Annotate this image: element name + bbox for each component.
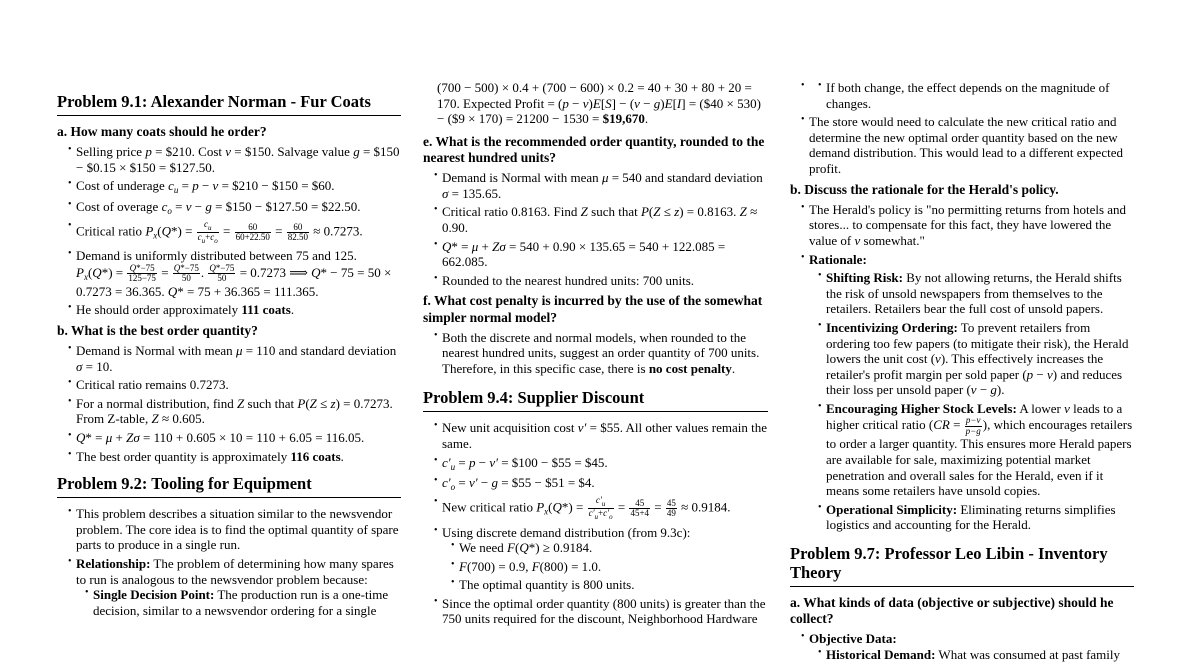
- p94-need: • We need F(Q*) ≥ 0.9184.: [451, 540, 768, 556]
- p93-e-heading: e. What is the recommended order quantity, rounded to the nearest hundred units?: [423, 133, 765, 165]
- p93-e-q: • Q* = μ + Zσ = 540 + 0.90 × 135.65 = 540 + 122.085 = 662.085.: [434, 239, 768, 270]
- p92-relationship: • Relationship: The problem of determining how many spares to run is analogous to the newsvendor problem because: • Single Decision Point: The production run is a one-time decision, similar to a newsvendor ordering for a single: [68, 556, 401, 618]
- p94-since: • Since the optimal order quantity (800 units) is greater than the 750 units required for the discount, Neighborhood Hardware: [434, 596, 768, 627]
- column-right: [790, 0, 1134, 662]
- p91-a-answer: • He should order approximately 111 coats.: [68, 302, 401, 318]
- p93-e-critical: • Critical ratio 0.8163. Find Z such that P(Z ≤ z) = 0.8163. Z ≈ 0.90.: [434, 204, 768, 235]
- both-change: • • If both change, the effect depends on the magnitude of changes.: [818, 80, 1134, 111]
- p93-f-heading: f. What cost penalty is incurred by the use of the somewhat simpler normal model?: [423, 293, 763, 325]
- column-middle: [423, 0, 768, 626]
- p93-f-list: [423, 330, 768, 377]
- rationale: • Rationale: • Shifting Risk: By not allowing returns, the Herald shifts the risk of unsold newspapers from themselves to the retailers. Retailers bear the full cost of unsold papers. • Incentivizing Ordering: To prevent retailers from ordering too few papers (to mitigate their risk), the Herald lowers the unit cost (v). This effectively increases the retailer's profit margin per sold paper (p − v) and reduces their loss per unsold paper (v − g). • Encouraging Higher Stock Levels: A lower v leads to a higher critical ratio (CR = $\frac{p-v}{p-g}$ ), which encourages retailers to order a larger quantity. This ensures more Herald papers are available for sale, maximizing potential market penetration and overall sales for the Herald, even if it means some retailers have unsold copies. • Operational Simplicity: Eliminating returns simplifies logistics and accounting for the Herald.: [801, 252, 1134, 533]
- p91-b-q: • Q* = μ + Zσ = 110 + 0.605 × 10 = 110 + 6.05 = 116.05.: [68, 430, 401, 446]
- historical-demand: • Historical Demand: What was consumed at past family: [818, 647, 1134, 662]
- p97-a-list: [790, 631, 1134, 662]
- p93-e-list: [423, 170, 768, 288]
- p97-a-heading: a. What kinds of data (objective or subjective) should he collect?: [790, 594, 1114, 627]
- p92-single-decision: • Single Decision Point: The production run is a one-time decision, similar to a newsvendor ordering for a single: [85, 587, 401, 618]
- problem-9-2-title: Problem 9.2: Tooling for Equipment: [57, 475, 401, 498]
- store-list: [790, 114, 1134, 176]
- p91-a-uniform: • Demand is uniformly distributed between 75 and 125. $P_x(Q*)$ = $\frac{Q*-75}{125-75}$ = $\frac{Q*-75}{50}$ . $\frac{Q*-75}{50}$ = 0.7273 ⟹ Q* − 75 = 50 × 0.7273 = 36.365. Q* = 75 + 36.365 = 111.365.: [68, 248, 401, 299]
- p96-b-heading: b. Discuss the rationale for the Herald's policy.: [790, 181, 1059, 197]
- p94-list: [423, 420, 768, 627]
- p91-a-underage: • Cost of underage $c_u = p - v$ = $210 − $150 = $60.: [68, 178, 401, 196]
- p91-b-heading: b. What is the best order quantity?: [57, 322, 258, 338]
- p92-describes: • This problem describes a situation similar to the newsvendor problem. The core idea is to find the optimal quantity of spare parts to produce in a single run.: [68, 506, 401, 553]
- p91-a-critical: • Critical ratio $P_x(Q*)$ = $\frac{c_u}{c_u+c_o}$ = $\frac{60}{60+22.50}$ = $\frac{60}{82.50}$ ≈ 0.7273.: [68, 220, 401, 245]
- p93-continued-text: (700 − 500) × 0.4 + (700 − 600) × 0.2 = 40 + 30 + 80 + 20 = 170. Expected Profit = (p − v)E[S] − (v − g)E[I] = ($40 × 530) − ($9 × 170) = 21200 − 1530 = $19,670.: [437, 80, 761, 127]
- p91-b-critical: • Critical ratio remains 0.7273.: [68, 377, 401, 393]
- operational-simplicity: • Operational Simplicity: Eliminating returns simplifies logistics and accounting for the Herald.: [818, 502, 1134, 533]
- p91-a-overage: • Cost of overage $c_o = v - g$ = $150 − $127.50 = $22.50.: [68, 199, 401, 217]
- column-left: [57, 0, 401, 626]
- p94-optimal: • The optimal quantity is 800 units.: [451, 577, 768, 593]
- p94-cu: • $c'_u = p - v'$ = $100 − $55 = $45.: [434, 455, 768, 473]
- p93-f-text: • Both the discrete and normal models, when rounded to the nearest hundred units, suggest an order quantity of 700 units. Therefore, in this specific case, there is no cost penalty.: [434, 330, 768, 377]
- problem-9-1-title: Problem 9.1: Alexander Norman - Fur Coats: [57, 93, 401, 116]
- p91-b-list: [57, 343, 401, 464]
- p94-discrete: • Using discrete demand distribution (from 9.3c): • We need F(Q*) ≥ 0.9184. • F(700) = 0.9, F(800) = 1.0. • The optimal quantity is 800 units.: [434, 525, 768, 593]
- p93-e-normal: • Demand is Normal with mean μ = 540 and standard deviation σ = 135.65.: [434, 170, 768, 201]
- incentivizing-ordering: • Incentivizing Ordering: To prevent retailers from ordering too few papers (to mitigate their risk), the Herald lowers the unit cost (v). This effectively increases the retailer's profit margin per sold paper (p − v) and reduces their loss per unsold paper (v − g).: [818, 320, 1134, 398]
- p93-e-rounded: • Rounded to the nearest hundred units: 700 units.: [434, 273, 768, 289]
- p94-new-cost: • New unit acquisition cost v′ = $55. All other values remain the same.: [434, 420, 768, 451]
- p91-a-selling: • Selling price p = $210. Cost v = $150. Salvage value g = $150 − $0.15 × $150 = $127.50.: [68, 144, 401, 175]
- p92-list: [57, 506, 401, 618]
- p91-b-answer: • The best order quantity is approximately 116 coats.: [68, 449, 401, 465]
- p91-a-list: [57, 144, 401, 318]
- p94-critical: • New critical ratio $P_x(Q*)$ = $\frac{c'_u}{c'_u+c'_o}$ = $\frac{45}{45+4}$ = $\frac{45}{49}$ ≈ 0.9184.: [434, 496, 768, 521]
- p91-b-normal: • Demand is Normal with mean μ = 110 and standard deviation σ = 10.: [68, 343, 401, 374]
- problem-9-4-title: Problem 9.4: Supplier Discount: [423, 389, 768, 412]
- shifting-risk: • Shifting Risk: By not allowing returns, the Herald shifts the risk of unsold newspapers from themselves to the retailers. Retailers bear the full cost of unsold papers.: [818, 270, 1134, 317]
- objective-data: • Objective Data: • Historical Demand: What was consumed at past family: [801, 631, 1134, 662]
- problem-9-7-title: Problem 9.7: Professor Leo Libin - Inventory Theory: [790, 545, 1134, 587]
- p94-f700: • F(700) = 0.9, F(800) = 1.0.: [451, 559, 768, 575]
- encouraging-stock: • Encouraging Higher Stock Levels: A lower v leads to a higher critical ratio (CR = $\frac{p-v}{p-g}$ ), which encourages retailers to order a larger quantity. This ensures more Herald papers are available for sale, maximizing potential market penetration and overall sales for the Herald, even if it means some retailers have unsold copies.: [818, 401, 1134, 499]
- p91-b-ztable: • For a normal distribution, find Z such that P(Z ≤ z) = 0.7273. From Z-table, Z ≈ 0.605.: [68, 396, 401, 427]
- herald-policy: • The Herald's policy is "no permitting returns from hotels and stores... to compensate for this fact, they have lowered the value of v somewhat.": [801, 202, 1134, 249]
- p96-b-list: [790, 202, 1134, 533]
- p94-co: • $c'_o = v' - g$ = $55 − $51 = $4.: [434, 475, 768, 493]
- p91-a-heading: a. How many coats should he order?: [57, 123, 267, 139]
- store-recalc: • The store would need to calculate the new critical ratio and determine the new optimal order quantity based on the new demand distribution. This would lead to a different expected profit.: [801, 114, 1134, 176]
